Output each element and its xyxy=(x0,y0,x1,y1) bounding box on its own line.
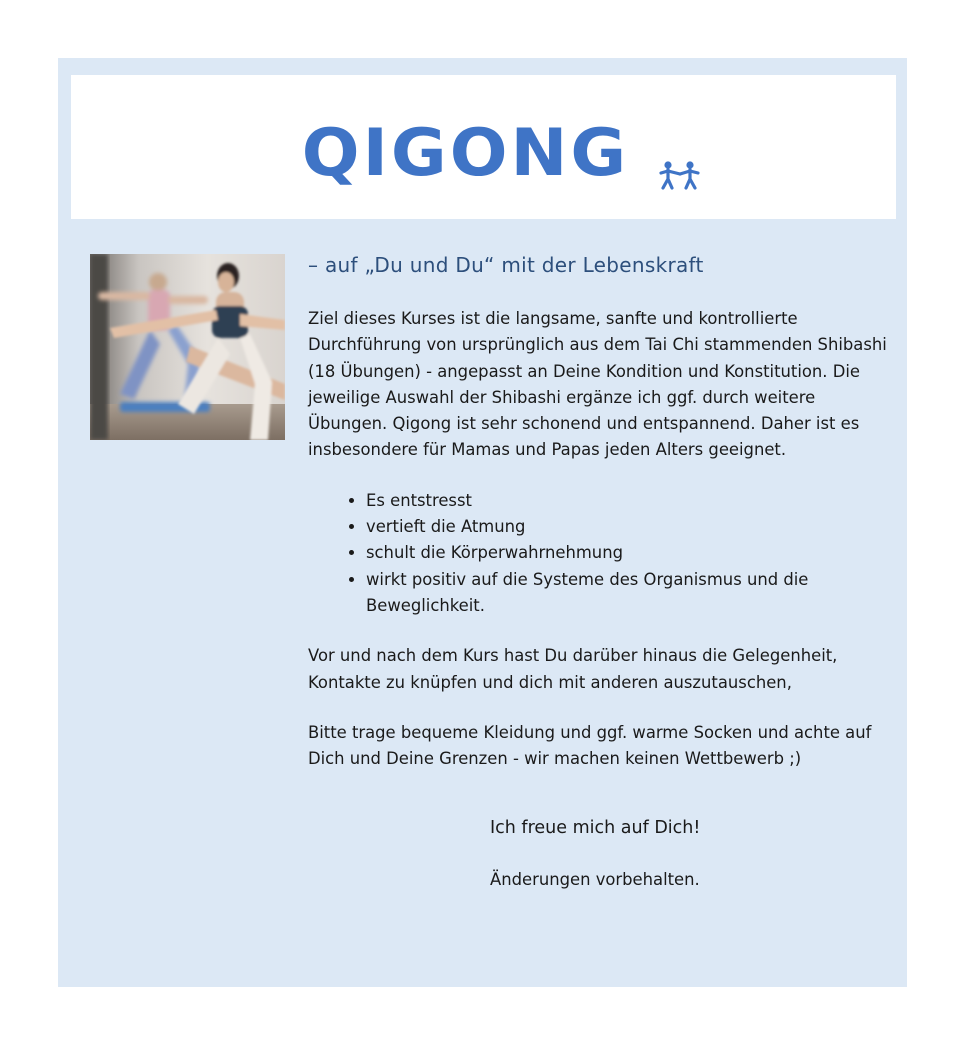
course-title-text: QIGONG xyxy=(301,116,630,192)
intro-paragraph: Ziel dieses Kurses ist die langsame, sanfte und kontrollierte Durchführung von ursprünglich aus dem Tai Chi stammenden Shibashi (18 Übungen) - angepasst an Deine Kondition und Konstitution. Die jeweilige Auswahl der Shibashi ergänze ich ggf. durch weitere Übungen. Qigong ist sehr schonend und entspannend. Daher ist es insbesondere für Mamas und Papas jeden Alters geeignet. xyxy=(308,309,887,460)
header-banner xyxy=(71,75,896,219)
contacts-paragraph: Vor und nach dem Kurs hast Du darüber hinaus die Gelegenheit, Kontakte zu knüpfen und dich mit anderen auszutauschen, xyxy=(308,646,838,692)
course-title xyxy=(71,116,896,192)
clothing-paragraph: Bitte trage bequeme Kleidung und ggf. warme Socken und achte auf Dich und Deine Grenzen - wir machen keinen Wettbewerb ;) xyxy=(308,722,872,769)
two-people-icon xyxy=(659,160,701,190)
subtitle: – auf „Du und Du“ mit der Lebenskraft xyxy=(308,253,704,277)
list-item: • Es entstresst xyxy=(366,488,898,514)
yoga-photo xyxy=(90,254,285,440)
list-item: • wirkt positiv auf die Systeme des Organismus und die Beweglichkeit. xyxy=(366,567,898,620)
list-item: • vertieft die Atmung xyxy=(366,514,898,540)
course-card xyxy=(58,58,907,987)
course-content xyxy=(308,248,898,796)
changes-disclaimer: Änderungen vorbehalten. xyxy=(490,870,700,889)
list-item: • schult die Körperwahrnehmung xyxy=(366,540,898,566)
closing-greeting: Ich freue mich auf Dich! xyxy=(490,818,701,838)
benefits-list xyxy=(308,488,898,619)
